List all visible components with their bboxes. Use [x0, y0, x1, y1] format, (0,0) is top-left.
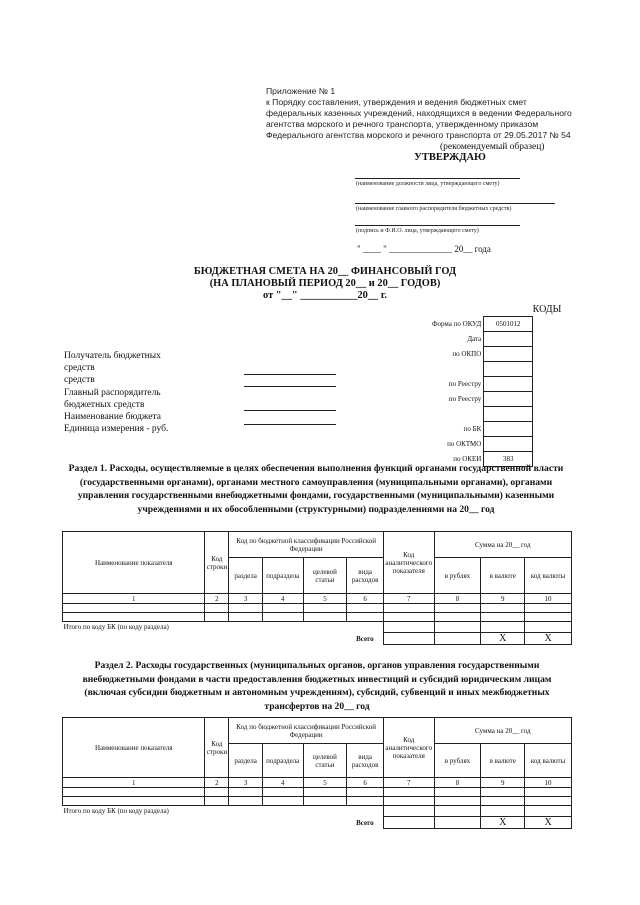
- appendix-line: агентства морского и речного транспорта, утвержденному приказом: [266, 119, 539, 129]
- appendix-block: [266, 86, 596, 141]
- codes-row-label: по БК: [463, 425, 482, 433]
- section1-title: Раздел 1. Расходы, осуществляемые в целях обеспечения выполнения функций органами государственной власти (государственными органами), органами местного самоуправления (муниципальными органами), органами управления государственными внебюджетными фондами, государственными (муниципальными) казенными учреждениями и их обособленными (структурными) подразделениями на 20__ год: [68, 463, 564, 515]
- codes-row-value: [484, 392, 533, 407]
- table-row: [63, 613, 572, 622]
- col-rub-header: в рублях: [434, 744, 481, 778]
- table-row-numbers: 1 2 3 4 5 6 7 8 9 10: [63, 778, 572, 788]
- recommended-label: (рекомендуемый образец): [440, 142, 545, 152]
- col-row-header: Код строки: [205, 532, 229, 594]
- field-unit: Единица измерения - руб.: [64, 424, 169, 435]
- col-bk-group-header: Код по бюджетной классификации Российской Федерации: [229, 718, 384, 744]
- field-recipient: [64, 350, 168, 435]
- codes-row-value: [484, 377, 533, 392]
- col-bk-group-header: Код по бюджетной классификации Российской Федерации: [229, 532, 384, 558]
- field-main-manager: Главный распорядитель: [64, 387, 161, 398]
- codes-row-value: [484, 362, 533, 377]
- field-budget-name: Наименование бюджета: [64, 412, 161, 423]
- codes-row-label: Дата: [467, 335, 482, 343]
- codes-row-label: по ОКТМО: [447, 440, 482, 448]
- codes-row: [430, 362, 533, 377]
- col-rub-header: в рублях: [434, 558, 481, 594]
- codes-row-label: [430, 407, 484, 422]
- field-recipient-line1: Получатель бюджетных: [64, 351, 161, 361]
- appendix-number: Приложение № 1: [266, 86, 336, 96]
- col-sum-group-header: Сумма на 20__ год: [434, 532, 571, 558]
- table-row: [63, 604, 572, 613]
- col-name-header: Наименование показателя: [63, 532, 205, 594]
- codes-row-label: по Реестру: [448, 395, 482, 403]
- codes-row: [430, 392, 533, 407]
- codes-header: КОДЫ: [532, 304, 562, 315]
- codes-row-label: по ОКЕИ: [453, 455, 482, 463]
- codes-row: [430, 347, 533, 362]
- col-row-header: Код строки: [205, 718, 229, 778]
- col-cur-header: в валюте: [481, 558, 525, 594]
- section2-title: Раздел 2. Расходы государственных (муниципальных органов, органов управления государственными внебюджетными фондами в части предоставления бюджетных инвестиций и субсидий юридическим лицам (включая субсидии бюджетным и автономным учреждениям), субсидий, субвенций и иных межбюджетных трансфертов на 20__ год: [82, 660, 552, 712]
- col-analytic-header: Код аналитического показателя: [383, 718, 434, 778]
- table-row-total: Всего X X: [63, 817, 572, 829]
- table-row-total-bk: Итого по коду БК (по коду раздела): [63, 806, 572, 817]
- codes-table: [430, 316, 533, 467]
- col-subsection-header: подраздела: [262, 558, 303, 594]
- col-target-header: целевой статьи: [303, 744, 347, 778]
- table-row-total: Всего X X: [63, 633, 572, 645]
- approve-caption-position: (наименование должности лица, утверждающего смету): [356, 181, 500, 187]
- col-curcode-header: код валюты: [525, 744, 572, 778]
- table-row-numbers: 1 2 3 4 5 6 7 8 9 10: [63, 594, 572, 604]
- appendix-line: федеральных казенных учреждений, находящихся в ведении Федерального: [266, 108, 572, 118]
- col-sum-group-header: Сумма на 20__ год: [434, 718, 571, 744]
- codes-row-value: 383: [484, 452, 533, 467]
- approve-caption-signature: (подпись и Ф.И.О. лица, утверждающего смету): [356, 228, 479, 234]
- col-exptype-header: вида расходов: [347, 744, 384, 778]
- codes-row-value: [484, 437, 533, 452]
- col-section-header: раздела: [229, 744, 263, 778]
- doc-title: [160, 266, 490, 302]
- doc-title-line2: (НА ПЛАНОВЫЙ ПЕРИОД 20__ и 20__ ГОДОВ): [209, 278, 441, 289]
- approve-title: УТВЕРЖДАЮ: [414, 152, 486, 163]
- field-main-manager-line2: бюджетных средств: [64, 399, 145, 410]
- col-subsection-header: подраздела: [262, 744, 303, 778]
- approve-date: " ____ " ______________ 20__ года: [357, 244, 491, 254]
- section1-table: [62, 531, 572, 645]
- codes-row: [430, 332, 533, 347]
- codes-row-label: [430, 362, 484, 377]
- codes-row: [430, 437, 533, 452]
- codes-row-value: [484, 422, 533, 437]
- appendix-line: к Порядку составления, утверждения и ведения бюджетных смет: [266, 97, 527, 107]
- codes-row-label: по Реестру: [448, 380, 482, 388]
- codes-row-value: [484, 347, 533, 362]
- approve-caption-manager: (наименование главного распорядителя бюджетных средств): [356, 206, 512, 212]
- table-row-total-bk: Итого по коду БК (по коду раздела): [63, 622, 572, 633]
- col-curcode-header: код валюты: [525, 558, 572, 594]
- col-target-header: целевой статьи: [303, 558, 347, 594]
- doc-title-date: от "__" ___________20__ г.: [263, 290, 387, 301]
- table-row: [63, 788, 572, 797]
- doc-title-line1: БЮДЖЕТНАЯ СМЕТА НА 20__ ФИНАНСОВЫЙ ГОД: [193, 266, 457, 277]
- codes-row-value: [484, 332, 533, 347]
- appendix-line: Федерального агентства морского и речного транспорта от 29.05.2017 № 54: [266, 130, 571, 140]
- col-exptype-header: вида расходов: [347, 558, 384, 594]
- col-analytic-header: Код аналитического показателя: [383, 532, 434, 594]
- codes-row: [430, 377, 533, 392]
- section2-table: [62, 717, 572, 829]
- codes-row-label: по ОКПО: [452, 350, 482, 358]
- col-section-header: раздела: [229, 558, 263, 594]
- codes-row: [430, 422, 533, 437]
- codes-row-label: Форма по ОКУД: [432, 320, 482, 328]
- codes-row-value: 0501012: [484, 317, 533, 332]
- codes-row: [430, 317, 533, 332]
- field-funds: средств: [64, 375, 95, 386]
- col-cur-header: в валюте: [481, 744, 525, 778]
- col-name-header: Наименование показателя: [63, 718, 205, 778]
- codes-row: [430, 407, 533, 422]
- codes-row-value: [484, 407, 533, 422]
- field-recipient-line2: средств: [64, 363, 95, 374]
- table-row: [63, 797, 572, 806]
